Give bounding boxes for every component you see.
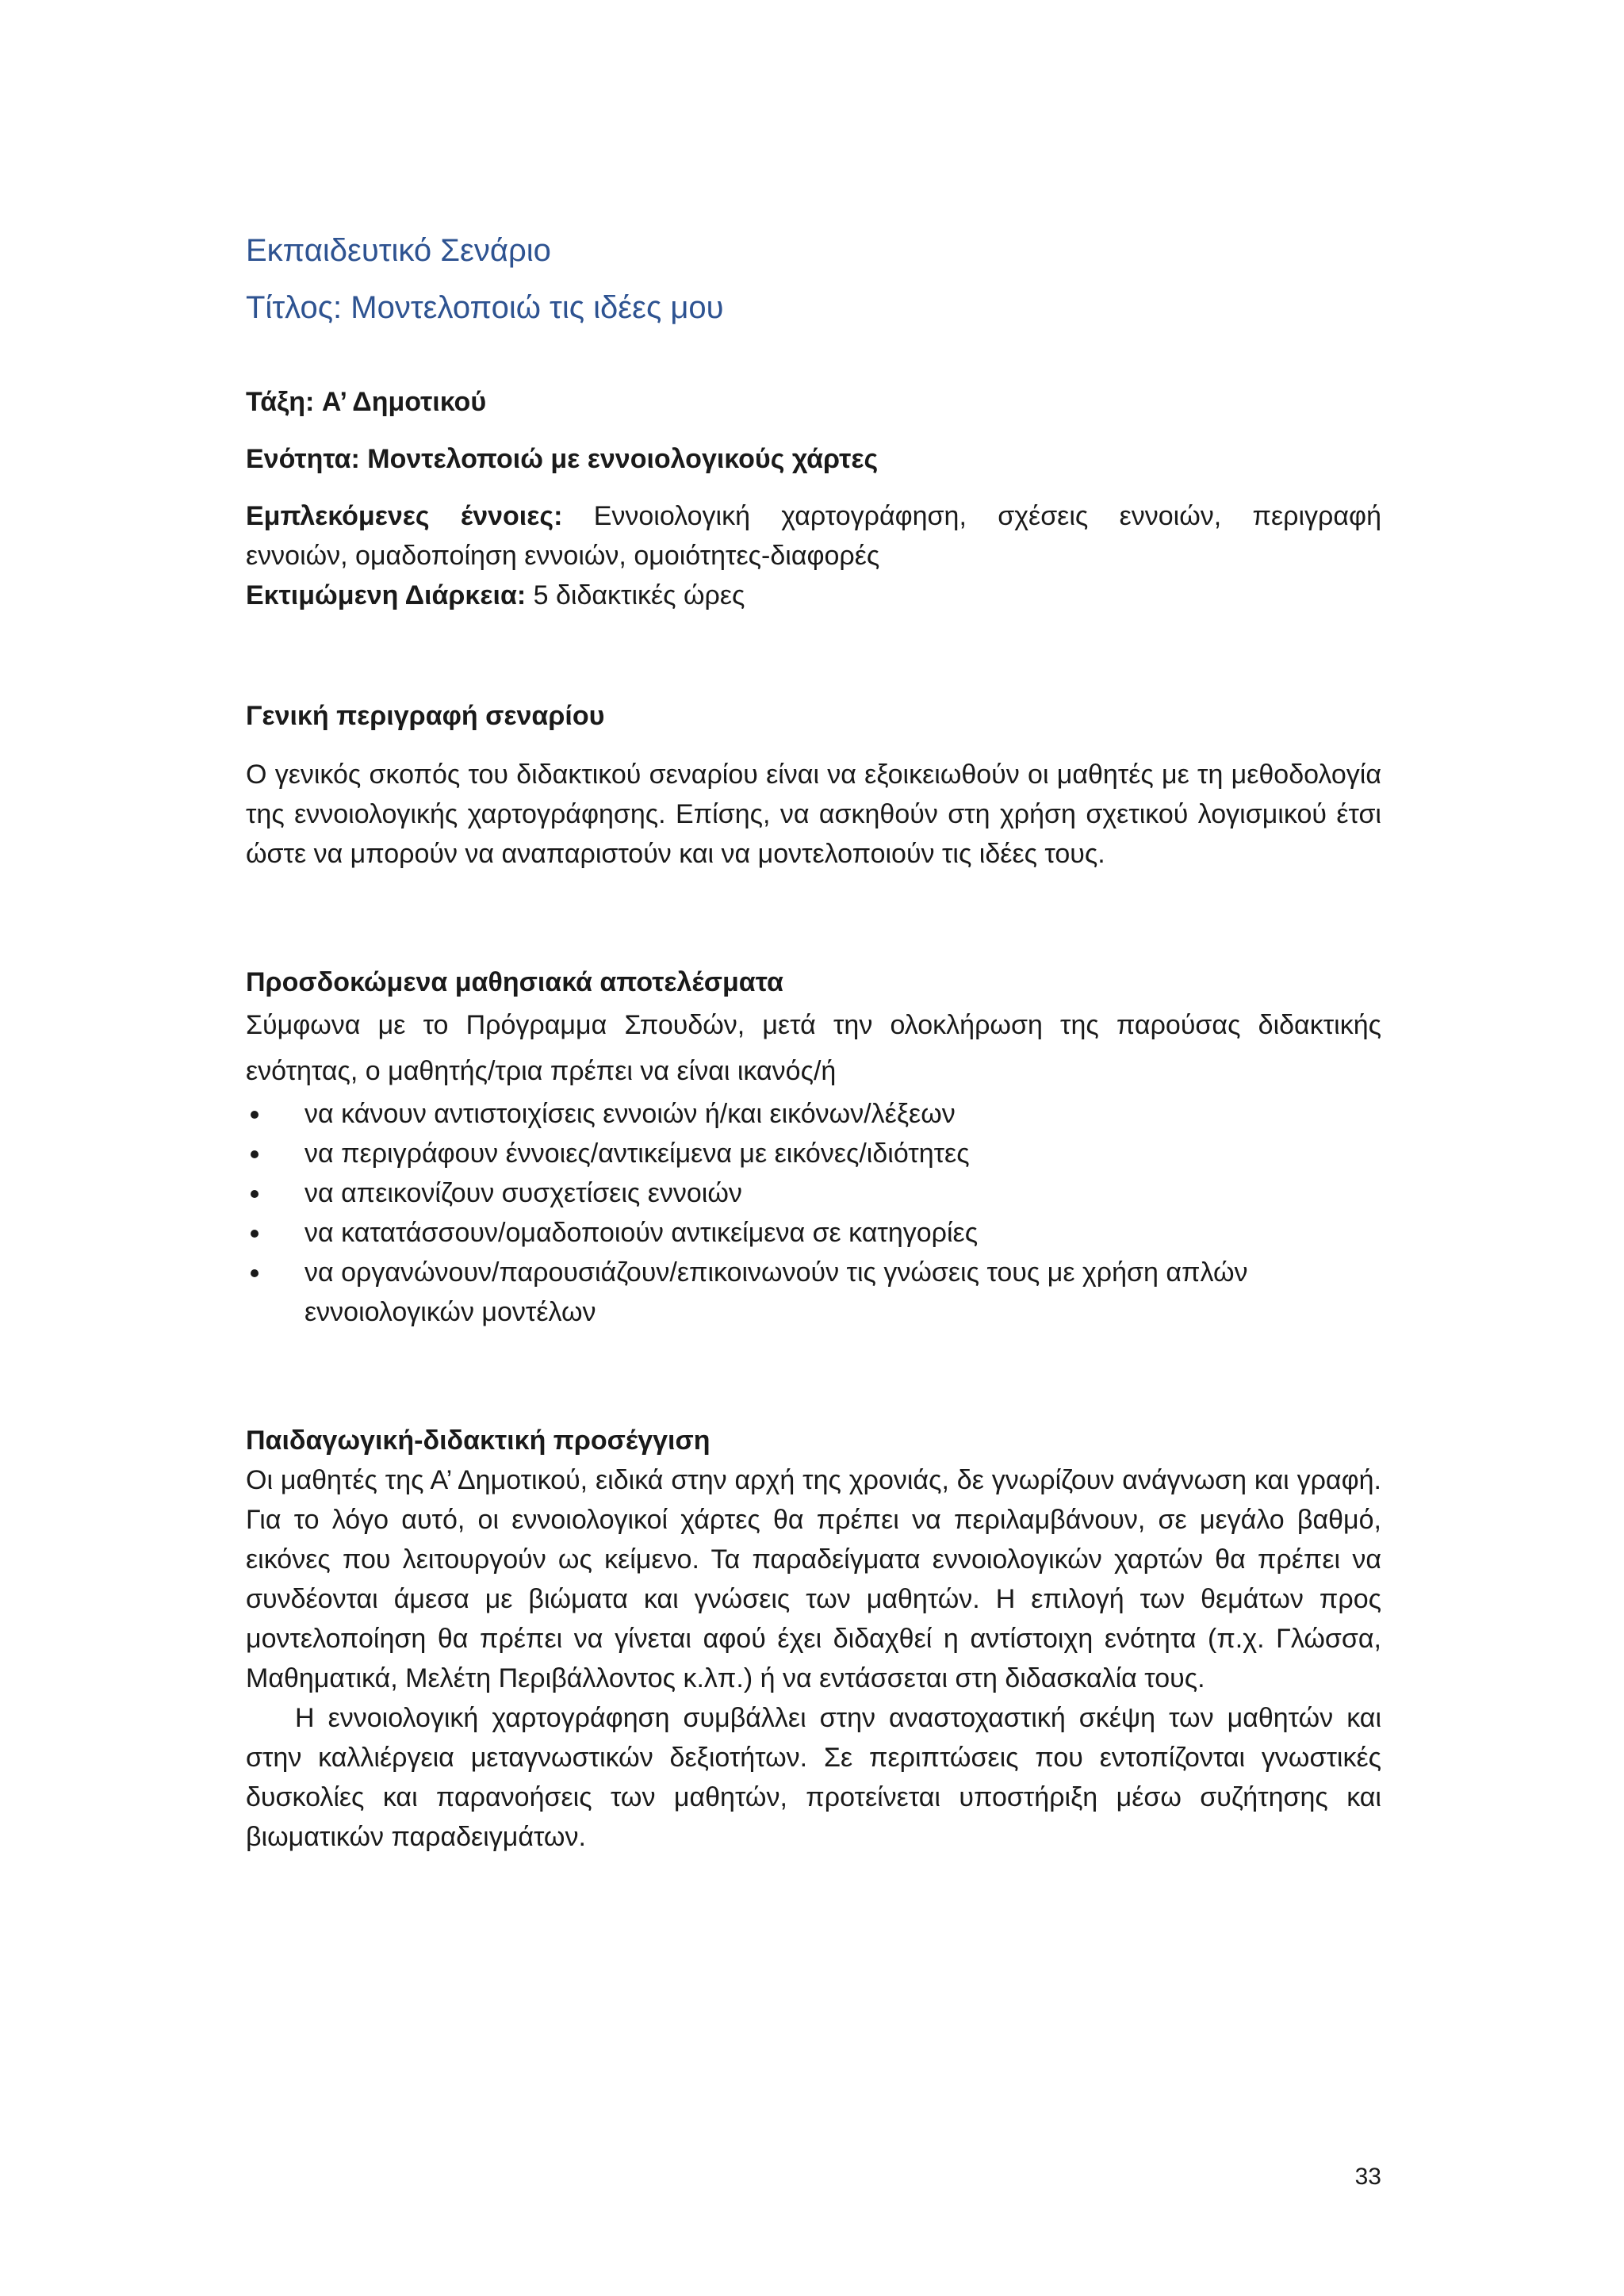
page-number: 33 [1354, 2164, 1381, 2190]
concepts-label: Εμπλεκόμενες έννοιες: [246, 501, 563, 531]
bullet-icon [251, 1111, 259, 1119]
learning-outcomes-list [246, 1094, 1381, 1332]
concepts-value-line1: Εννοιολογική χαρτογράφηση, σχέσεις εννοιών, περιγραφή [593, 501, 1381, 531]
list-item [246, 1253, 1381, 1332]
general-description-text: Ο γενικός σκοπός του διδακτικού σεναρίου είναι να εξοικειωθούν οι μαθητές με τη μεθοδολογία της εννοιολογικής χαρτογράφησης. Επίσης, να ασκηθούν στη χρήση σχετικού λογισμικού έτσι ώστε να μπορούν να αναπαριστούν και να μοντελοποιούν τις ιδέες τους. [246, 760, 1381, 869]
bullet-icon [251, 1150, 259, 1158]
learning-outcomes-intro: Σύμφωνα με το Πρόγραμμα Σπουδών, μετά την ολοκλήρωση της παρούσας διδακτικής ενότητας, ο μαθητής/τρια πρέπει να είναι ικανός/ή [246, 1010, 1381, 1086]
pedagogical-approach-paragraph-2: Η εννοιολογική χαρτογράφηση συμβάλλει στην αναστοχαστική σκέψη των μαθητών και στην καλλιέργεια μεταγνωστικών δεξιοτήτων. Σε περιπτώσεις που εντοπίζονται γνωστικές δυσκολίες και παρανοήσεις των μαθητών, προτείνεται υποστήριξη μέσω συζήτησης και βιωματικών παραδειγμάτων. [246, 1703, 1381, 1852]
bullet-icon [251, 1190, 259, 1198]
unit-row [246, 439, 1381, 479]
class-value: Α’ Δημοτικού [321, 387, 487, 417]
class-label: Τάξη: [246, 387, 315, 417]
list-item [246, 1173, 1381, 1213]
list-item [246, 1213, 1381, 1253]
bullet-icon [251, 1269, 259, 1277]
list-item-text: να απεικονίζουν συσχετίσεις εννοιών [304, 1178, 742, 1208]
scenario-title: Τίτλος: Μοντελοποιώ τις ιδέες μου [246, 290, 724, 325]
pedagogical-approach-section [246, 1421, 1381, 1857]
list-item-text: να περιγράφουν έννοιες/αντικείμενα με εικόνες/ιδιότητες [304, 1138, 970, 1169]
list-item [246, 1134, 1381, 1173]
concepts-row [246, 496, 1381, 536]
concepts-value-line2: εννοιών, ομαδοποίηση εννοιών, ομοιότητες-διαφορές [246, 541, 880, 571]
scenario-meta [246, 382, 1381, 615]
pedagogical-approach-heading: Παιδαγωγική-διδακτική προσέγγιση [246, 1425, 710, 1456]
learning-outcomes-heading: Προσδοκώμενα μαθησιακά αποτελέσματα [246, 967, 783, 997]
general-description-heading: Γενική περιγραφή σεναρίου [246, 701, 605, 731]
document-title: Εκπαιδευτικό Σενάριο [246, 233, 551, 268]
duration-row [246, 576, 1381, 615]
duration-label: Εκτιμώμενη Διάρκεια: [246, 580, 527, 610]
list-item-text: να κάνουν αντιστοιχίσεις εννοιών ή/και εικόνων/λέξεων [304, 1099, 956, 1129]
unit-value: Μοντελοποιώ με εννοιολογικούς χάρτες [367, 444, 879, 474]
list-item [246, 1094, 1381, 1134]
bullet-icon [251, 1230, 259, 1238]
document-page [246, 222, 1381, 1857]
general-description-section [246, 696, 1381, 874]
list-item-text: να οργανώνουν/παρουσιάζουν/επικοινωνούν τις γνώσεις τους με χρήση απλών εννοιολογικών μοντέλων [304, 1257, 1248, 1327]
duration-value: 5 διδακτικές ώρες [533, 580, 745, 610]
list-item-text: να κατατάσσουν/ομαδοποιούν αντικείμενα σε κατηγορίες [304, 1218, 979, 1248]
pedagogical-approach-paragraph-1: Οι μαθητές της Α’ Δημοτικού, ειδικά στην αρχή της χρονιάς, δε γνωρίζουν ανάγνωση και γραφή. Για το λόγο αυτό, οι εννοιολογικοί χάρτες θα πρέπει να περιλαμβάνουν, σε μεγάλο βαθμό, εικόνες που λειτουργούν ως κείμενο. Τα παραδείγματα εννοιολογικών χαρτών θα πρέπει να συνδέονται άμεσα με βιώματα και γνώσεις των μαθητών. Η επιλογή των θεμάτων προς μοντελοποίηση θα πρέπει να γίνεται αφού έχει διδαχθεί η αντίστοιχη ενότητα (π.χ. Γλώσσα, Μαθηματικά, Μελέτη Περιβάλλοντος κ.λπ.) ή να εντάσσεται στη διδασκαλία τους. [246, 1465, 1381, 1693]
class-row [246, 382, 1381, 422]
unit-label: Ενότητα: [246, 444, 360, 474]
learning-outcomes-section [246, 962, 1381, 1332]
